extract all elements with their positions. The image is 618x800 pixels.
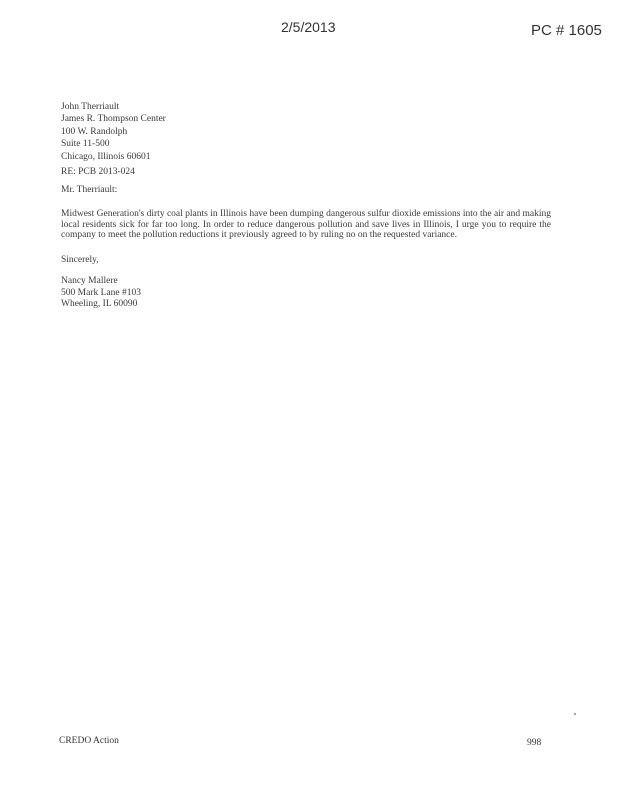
recipient-suite: Suite 11-500 — [61, 139, 110, 150]
recipient-street: 100 W. Randolph — [61, 126, 128, 137]
letter-body: Midwest Generation's dirty coal plants in Illinois have been dumping dangerous sulfur dioxide emissions into the air and making local residents sick for far too long. In order to reduce dangerous pollution and save lives in Illinois, I urge you to require the company to meet the pollution reductions it previously agreed to by ruling no on the requested variance. — [61, 209, 551, 241]
salutation: Mr. Therriault: — [61, 185, 118, 195]
sender-block — [61, 276, 141, 311]
recipient-building: James R. Thompson Center — [61, 114, 166, 125]
sender-city: Wheeling, IL 60090 — [61, 299, 138, 310]
public-comment-number: PC # 1605 — [531, 22, 602, 39]
reference-line: RE: PCB 2013-024 — [61, 167, 135, 177]
recipient-address — [61, 101, 166, 163]
header-date: 2/5/2013 — [281, 19, 336, 35]
recipient-name: John Therriault — [61, 102, 120, 112]
sender-name: Nancy Mallere — [61, 276, 118, 286]
scan-speck — [574, 713, 576, 715]
footer-page-number: 998 — [527, 738, 542, 748]
recipient-city: Chicago, Illinois 60601 — [61, 151, 151, 162]
footer-organization: CREDO Action — [59, 736, 119, 746]
sender-street: 500 Mark Lane #103 — [61, 287, 141, 298]
closing: Sincerely, — [61, 255, 99, 265]
